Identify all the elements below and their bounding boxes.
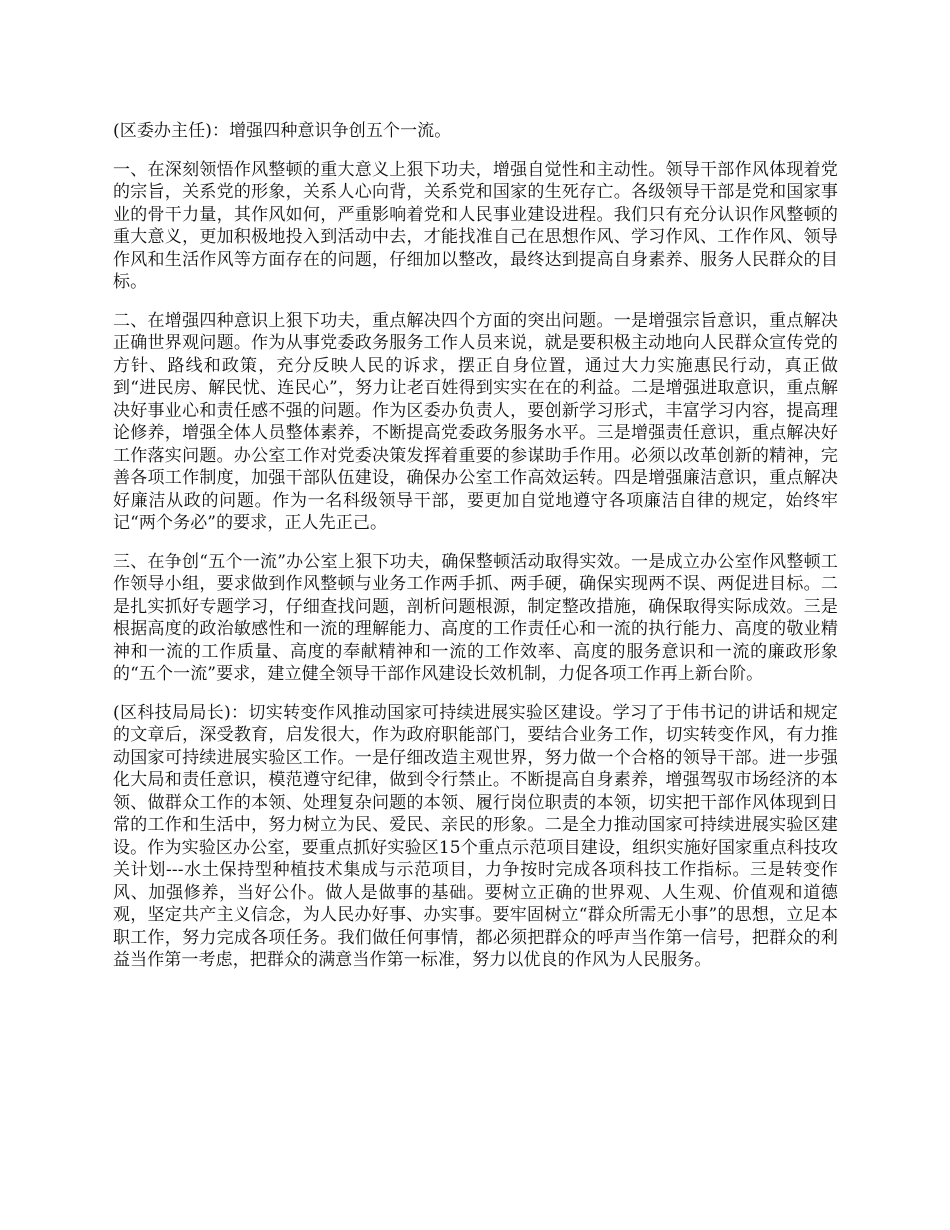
- body-paragraph-2: 二、在增强四种意识上狠下功夫，重点解决四个方面的突出问题。一是增强宗旨意识，重点解决正确世界观问题。作为从事党委政务服务工作人员来说，就是要积极主动地向人民群众宣传党的方针、路线和政策，充分反映人民的诉求，摆正自身位置，通过大力实施惠民行动，真正做到“进民房、解民忧、连民心”，努力让老百姓得到实实在在的利益。二是增强进取意识，重点解决好事业心和责任感不强的问题。作为区委办负责人，要创新学习形式，丰富学习内容，提高理论修养，增强全体人员整体素养，不断提高党委政务服务水平。三是增强责任意识，重点解决好工作落实问题。办公室工作对党委决策发挥着重要的参谋助手作用。必须以改革创新的精神，完善各项工作制度，加强干部队伍建设，确保办公室工作高效运转。四是增强廉洁意识，重点解决好廉洁从政的问题。作为一名科级领导干部，要更加自觉地遵守各项廉洁自律的规定，始终牢记“两个务必”的要求，正人先正己。: [113, 310, 838, 533]
- body-paragraph-3: 三、在争创“五个一流”办公室上狠下功夫，确保整顿活动取得实效。一是成立办公室作风整顿工作领导小组，要求做到作风整顿与业务工作两手抓、两手硬，确保实现两不误、两促进目标。二是扎实抓好专题学习，仔细查找问题，剖析问题根源，制定整改措施，确保取得实际成效。三是根据高度的政治敏感性和一流的理解能力、高度的工作责任心和一流的执行能力、高度的敬业精神和一流的工作质量、高度的奉献精神和一流的工作效率、高度的服务意识和一流的廉政形象的“五个一流”要求，建立健全领导干部作风建设长效机制，力促各项工作再上新台阶。: [113, 551, 838, 684]
- body-paragraph-tech-bureau: (区科技局局长)：切实转变作风推动国家可持续进展实验区建设。学习了于伟书记的讲话和规定的文章后，深受教育，启发很大，作为政府职能部门，要结合业务工作，切实转变作风，有力推动国家可持续进展实验区工作。一是仔细改造主观世界，努力做一个合格的领导干部。进一步强化大局和责任意识，模范遵守纪律，做到令行禁止。不断提高自身素养，增强驾驭市场经济的本领、做群众工作的本领、处理复杂问题的本领、履行岗位职责的本领，切实把干部作风体现到日常的工作和生活中，努力树立为民、爱民、亲民的形象。二是全力推动国家可持续进展实验区建设。作为实验区办公室，要重点抓好实验区15个重点示范项目建设，组织实施好国家重点科技攻关计划---水土保持型种植技术集成与示范项目，力争按时完成各项科技工作指标。三是转变作风、加强修养，当好公仆。做人是做事的基础。要树立正确的世界观、人生观、价值观和道德观，坚定共产主义信念，为人民办好事、办实事。要牢固树立“群众所需无小事”的思想，立足本职工作，努力完成各项任务。我们做任何事情，都必须把群众的呼声当作第一信号，把群众的利益当作第一考虑，把群众的满意当作第一标准，努力以优良的作风为人民服务。: [113, 702, 838, 970]
- body-paragraph-1: 一、在深刻领悟作风整顿的重大意义上狠下功夫，增强自觉性和主动性。领导干部作风体现着党的宗旨，关系党的形象，关系人心向背，关系党和国家的生死存亡。各级领导干部是党和国家事业的骨干力量，其作风如何，严重影响着党和人民事业建设进程。我们只有充分认识作风整顿的重大意义，更加积极地投入到活动中去，才能找准自己在思想作风、学习作风、工作作风、领导作风和生活作风等方面存在的问题，仔细加以整改，最终达到提高自身素养、服务人民群众的目标。: [113, 159, 838, 292]
- document-body: [113, 120, 838, 988]
- heading-paragraph-district-office: (区委办主任)：增强四种意识争创五个一流。: [113, 121, 452, 141]
